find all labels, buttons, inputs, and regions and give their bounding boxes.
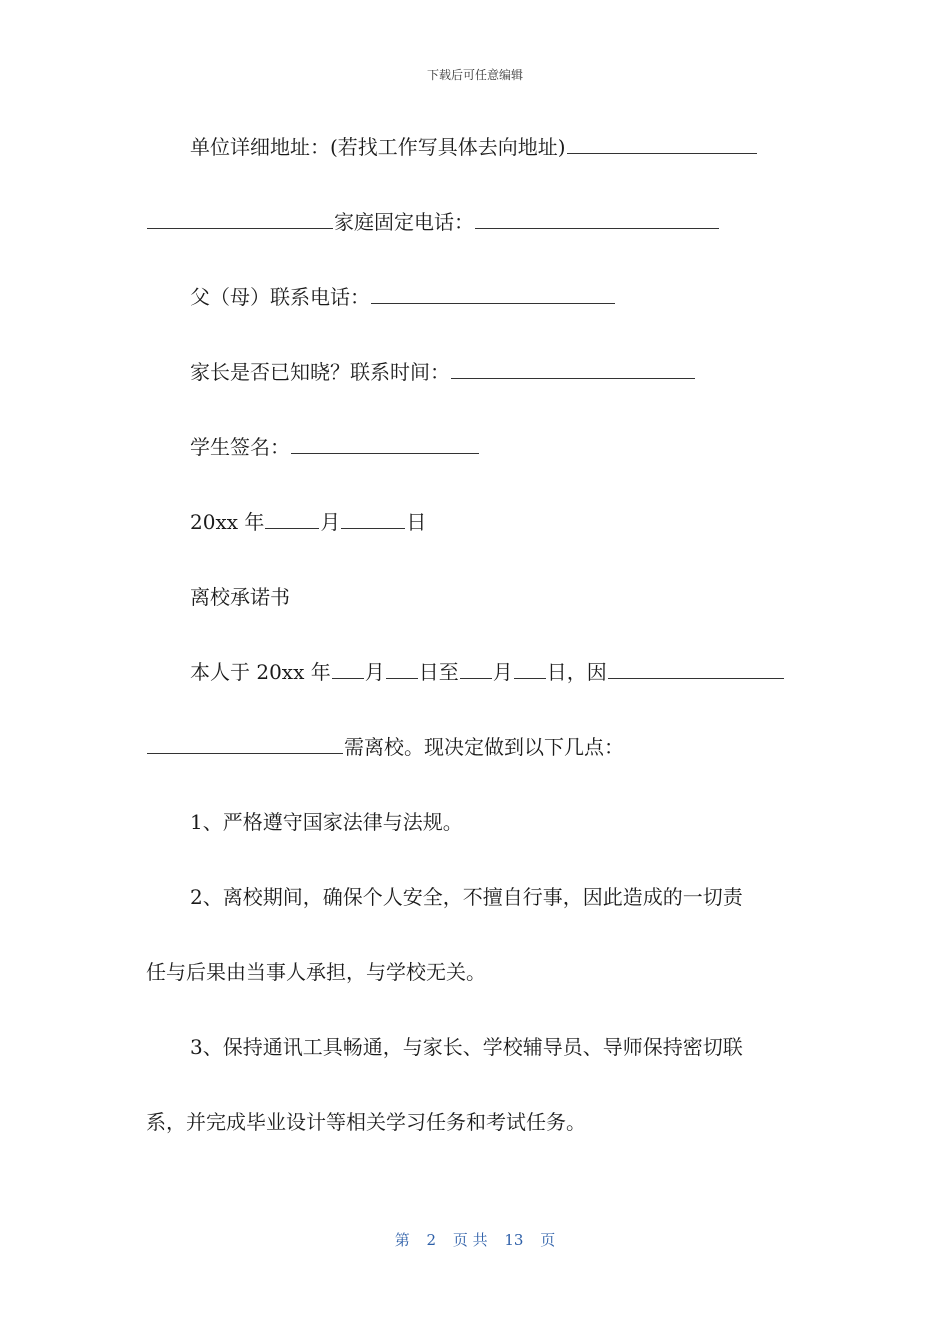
home-phone-blank[interactable] [475,208,719,229]
return-day-blank[interactable] [514,658,546,679]
pledge-item-3-line-2: 系，并完成毕业设计等相关学习任务和考试任务。 [146,1110,586,1134]
date-month-label: 月 [320,510,341,534]
leave-month-label: 月 [364,660,385,684]
home-phone-row [146,208,906,236]
leave-day-blank[interactable] [386,658,418,679]
pledge-intro-start: 本人于 20xx 年 [190,660,331,684]
parent-phone-row [190,283,890,311]
date-row [190,508,890,536]
student-signature-label: 学生签名： [190,435,290,459]
pledge-title: 离校承诺书 [190,585,290,609]
pledge-intro-end: 需离校。现决定做到以下几点： [344,735,624,759]
pledge-intro-row-2 [146,733,906,761]
reason-blank-continued[interactable] [147,733,343,754]
unit-address-row [190,133,890,161]
date-day-blank[interactable] [341,508,405,529]
reason-blank[interactable] [608,658,784,679]
footer-prefix: 第 [394,1231,410,1249]
parent-phone-blank[interactable] [371,283,615,304]
unit-address-blank-continued[interactable] [147,208,333,229]
parent-informed-row [190,358,890,386]
unit-address-blank[interactable] [567,133,757,154]
footer-middle: 页 共 [452,1231,488,1249]
footer-suffix: 页 [540,1231,556,1249]
return-month-blank[interactable] [460,658,492,679]
pledge-item-2-line-1: 2、离校期间，确保个人安全，不擅自行事，因此造成的一切责 [190,885,743,909]
unit-address-label: 单位详细地址：(若找工作写具体去向地址) [190,135,566,159]
date-year-label: 20xx 年 [190,510,265,534]
return-month-label: 月 [492,660,513,684]
return-day-label: 日，因 [546,660,607,684]
leave-day-label: 日至 [418,660,459,684]
pledge-intro-row [190,658,890,686]
leave-month-blank[interactable] [332,658,364,679]
contact-time-blank[interactable] [451,358,695,379]
footer-current-page: 2 [426,1231,437,1249]
pledge-item-3-line-1: 3、保持通讯工具畅通，与家长、学校辅导员、导师保持密切联 [190,1035,743,1059]
page-footer [0,1229,950,1250]
student-signature-blank[interactable] [291,433,479,454]
footer-total-pages: 13 [504,1231,524,1249]
page-header: 下载后可任意编辑 [426,68,523,82]
parent-informed-label: 家长是否已知晓？联系时间： [190,360,450,384]
pledge-item-2-line-2: 任与后果由当事人承担，与学校无关。 [146,960,486,984]
home-phone-label: 家庭固定电话： [334,210,474,234]
parent-phone-label: 父（母）联系电话： [190,285,370,309]
date-month-blank[interactable] [265,508,319,529]
date-day-label: 日 [406,510,427,534]
pledge-item-1: 1、严格遵守国家法律与法规。 [190,810,463,834]
student-signature-row [190,433,890,461]
